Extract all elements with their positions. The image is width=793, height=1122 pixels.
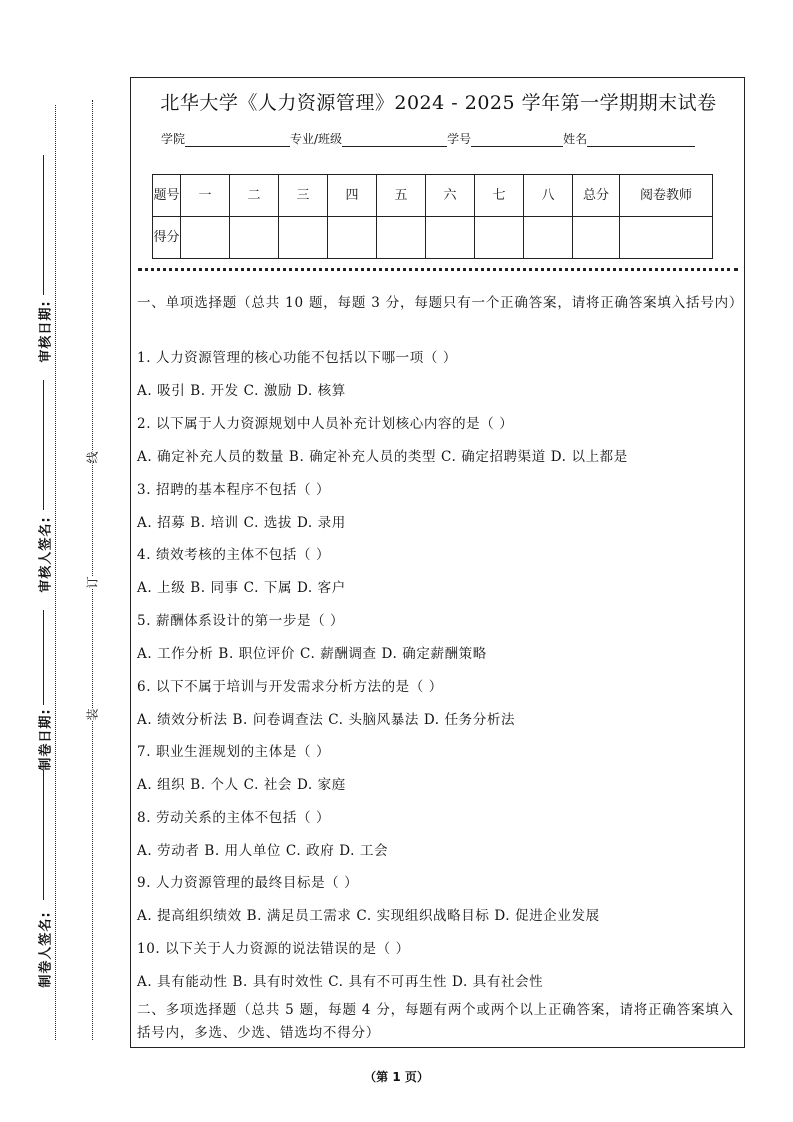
question-3-options: A. 招募 B. 培训 C. 选拔 D. 录用 — [137, 515, 346, 531]
binding-mark-ding: 订 — [83, 576, 102, 588]
score-cell[interactable] — [524, 217, 573, 259]
score-cell[interactable] — [377, 217, 426, 259]
outer-dotted-line — [55, 105, 56, 1040]
name-field[interactable] — [587, 134, 695, 147]
creator-signature-line — [43, 770, 44, 900]
score-cell[interactable] — [279, 217, 328, 259]
creation-date-label: 制卷日期: — [38, 708, 54, 771]
student-id-field[interactable] — [471, 134, 563, 147]
score-cell: 阅卷教师 — [620, 175, 713, 217]
exam-frame — [130, 77, 745, 1048]
binding-mark-line: 线 — [83, 451, 102, 463]
score-cell: 三 — [279, 175, 328, 217]
score-cell[interactable] — [573, 217, 620, 259]
score-table-score-row — [153, 217, 713, 259]
question-1: 1. 人力资源管理的核心功能不包括以下哪一项（ ） — [137, 350, 457, 366]
question-9: 9. 人力资源管理的最终目标是（ ） — [137, 875, 359, 891]
review-date-line — [43, 155, 44, 295]
score-cell: 一 — [181, 175, 230, 217]
score-cell[interactable] — [230, 217, 279, 259]
question-10: 10. 以下关于人力资源的说法错误的是（ ） — [137, 941, 410, 957]
score-cell[interactable] — [620, 217, 713, 259]
score-cell: 得分 — [153, 217, 181, 259]
student-info-row — [161, 130, 695, 147]
question-1-options: A. 吸引 B. 开发 C. 激励 D. 核算 — [137, 383, 346, 399]
question-5: 5. 薪酬体系设计的第一步是（ ） — [137, 613, 345, 629]
question-6-options: A. 绩效分析法 B. 问卷调查法 C. 头脑风暴法 D. 任务分析法 — [137, 712, 516, 728]
question-5-options: A. 工作分析 B. 职位评价 C. 薪酬调查 D. 确定薪酬策略 — [137, 646, 487, 662]
question-2-options: A. 确定补充人员的数量 B. 确定补充人员的类型 C. 确定招聘渠道 D. 以上都是 — [137, 449, 628, 465]
creator-signature-label: 制卷人签名: — [38, 911, 54, 988]
question-8-options: A. 劳动者 B. 用人单位 C. 政府 D. 工会 — [137, 843, 389, 859]
question-6: 6. 以下不属于培训与开发需求分析方法的是（ ） — [137, 679, 443, 695]
score-cell[interactable] — [475, 217, 524, 259]
score-cell: 七 — [475, 175, 524, 217]
score-cell: 五 — [377, 175, 426, 217]
score-cell: 总分 — [573, 175, 620, 217]
score-cell: 二 — [230, 175, 279, 217]
question-10-options: A. 具有能动性 B. 具有时效性 C. 具有不可再生性 D. 具有社会性 — [137, 974, 544, 990]
score-cell[interactable] — [426, 217, 475, 259]
name-label: 姓名 — [563, 132, 588, 146]
score-cell: 六 — [426, 175, 475, 217]
major-field[interactable] — [342, 134, 447, 147]
exam-title: 北华大学《人力资源管理》2024 - 2025 学年第一学期期末试卷 — [160, 92, 717, 114]
score-cell[interactable] — [181, 217, 230, 259]
score-cell: 八 — [524, 175, 573, 217]
question-4: 4. 绩效考核的主体不包括（ ） — [137, 547, 331, 563]
score-table-header-row — [153, 175, 713, 217]
question-9-options: A. 提高组织绩效 B. 满足员工需求 C. 实现组织战略目标 D. 促进企业发展 — [137, 908, 600, 924]
college-label: 学院 — [161, 132, 186, 146]
reviewer-signature-line — [43, 380, 44, 510]
major-label: 专业/班级 — [290, 132, 343, 146]
review-date-label: 审核日期: — [38, 300, 54, 363]
question-8: 8. 劳动关系的主体不包括（ ） — [137, 810, 331, 826]
question-3: 3. 招聘的基本程序不包括（ ） — [137, 482, 331, 498]
section2-heading: 二、多项选择题（总共 5 题，每题 4 分，每题有两个或两个以上正确答案，请将正确答案填入括号内，多选、少选、错选均不得分） — [137, 1002, 734, 1041]
score-cell: 四 — [328, 175, 377, 217]
score-cell[interactable] — [328, 217, 377, 259]
page-number: （第 1 页） — [364, 1070, 429, 1084]
student-id-label: 学号 — [447, 132, 472, 146]
question-7: 7. 职业生涯规划的主体是（ ） — [137, 744, 331, 760]
section-divider — [138, 268, 738, 271]
creation-date-line — [43, 610, 44, 705]
question-2: 2. 以下属于人力资源规划中人员补充计划核心内容的是（ ） — [137, 416, 514, 432]
question-4-options: A. 上级 B. 同事 C. 下属 D. 客户 — [137, 580, 346, 596]
reviewer-signature-label: 审核人签名: — [38, 516, 54, 593]
college-field[interactable] — [185, 134, 290, 147]
score-table — [152, 174, 713, 259]
inner-dotted-line — [92, 100, 93, 1040]
score-cell: 题号 — [153, 175, 181, 217]
question-7-options: A. 组织 B. 个人 C. 社会 D. 家庭 — [137, 777, 346, 793]
section1-heading: 一、单项选择题（总共 10 题，每题 3 分，每题只有一个正确答案，请将正确答案填入括号内） — [137, 295, 744, 311]
binding-mark-zhuang: 装 — [83, 708, 102, 720]
